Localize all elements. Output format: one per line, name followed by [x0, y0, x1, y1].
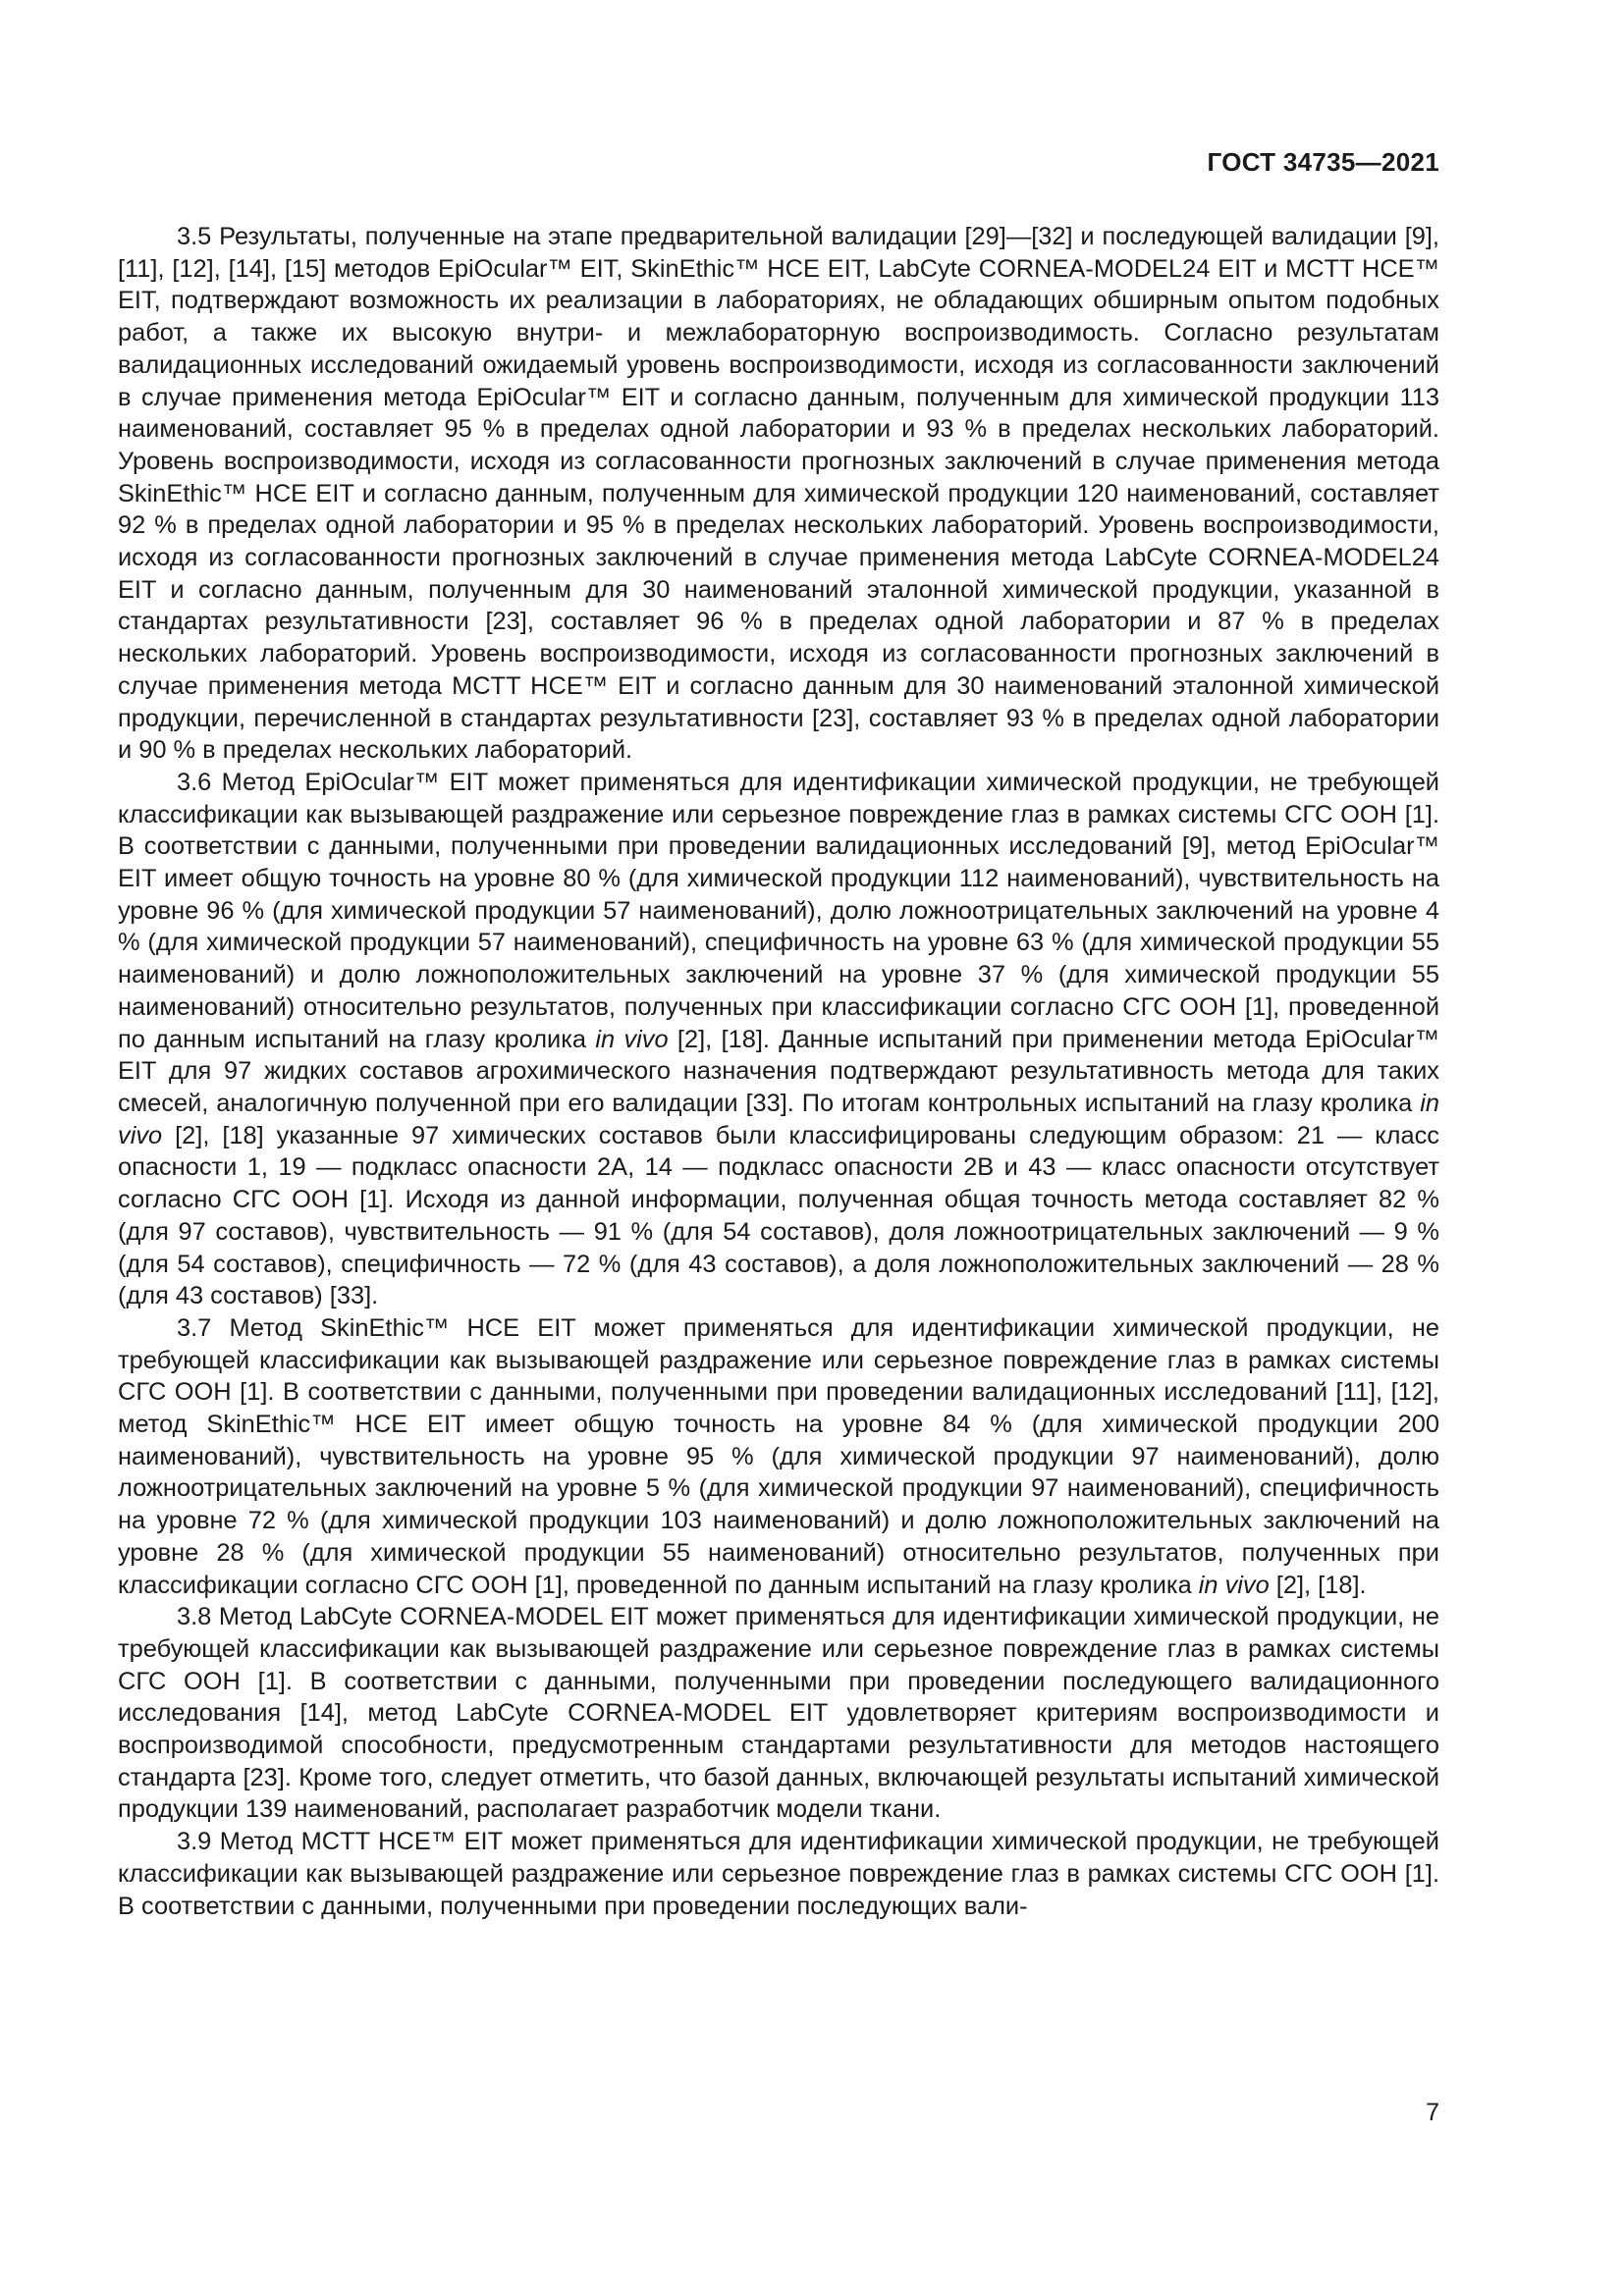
- paragraph-text: 3.9 Метод MCTT HCE™ EIT может применяться для идентификации химической продукции, не требующей классификации как вызывающей раздражение или серьезное повреждение глаз в рамках системы СГС ООН [1]. В соответствии с данными, полученными при проведении последующих вали-: [118, 1828, 1439, 1920]
- italic-term: in vivo: [118, 1089, 1439, 1149]
- page-number: 7: [1426, 2099, 1439, 2126]
- paragraph-text: [2], [18].: [1269, 1571, 1367, 1599]
- italic-term: in vivo: [1198, 1571, 1270, 1599]
- paragraph-text: 3.6 Метод EpiOcular™ EIT может применяться для идентификации химической продукции, не требующей классификации как вызывающей раздражение или серьезное повреждение глаз в рамках системы СГС ООН [1]. В соответствии с данными, полученными при проведении валидационных исследований [9], метод EpiOcular™ EIT имеет общую точность на уровне 80 % (для химической продукции 112 наименований), чувствительность на уровне 96 % (для химической продукции 57 наименований), долю ложноотрицательных заключений на уровне 4 % (для химической продукции 57 наименований), специфичность на уровне 63 % (для химической продукции 55 наименований) и долю ложноположительных заключений на уровне 37 % (для химической продукции 55 наименований) относительно результатов, полученных при классификации согласно СГС ООН [1], проведенной по данным испытаний на глазу кролика: [118, 768, 1439, 1053]
- paragraph-text: 3.5 Результаты, полученные на этапе предварительной валидации [29]—[32] и последующей валидации [9], [11], [12], [14], [15] методов EpiOcular™ EIT, SkinEthic™ HCE EIT, LabCyte CORNEA-MODEL24 EIT и MCTT HCE™ EIT, подтверждают возможность их реализации в лабораториях, не обладающих обширным опытом подобных работ, а также их высокую внутри- и межлабораторную воспроизводимость. Согласно результатам валидационных исследований ожидаемый уровень воспроизводимости, исходя из согласованности заключений в случае применения метода EpiOcular™ EIT и согласно данным, полученным для химической продукции 113 наименований, составляет 95 % в пределах одной лаборатории и 93 % в пределах нескольких лабораторий. Уровень воспроизводимости, исходя из согласованности прогнозных заключений в случае применения метода SkinEthic™ HCE EIT и согласно данным, полученным для химической продукции 120 наименований, составляет 92 % в пределах одной лаборатории и 95 % в пределах нескольких лабораторий. Уровень воспроизводимости, исходя из согласованности прогнозных заключений в случае применения метода LabCyte CORNEA-MODEL24 EIT и согласно данным, полученным для 30 наименований эталонной химической продукции, указанной в стандартах результативности [23], составляет 96 % в пределах одной лаборатории и 87 % в пределах нескольких лабораторий. Уровень воспроизводимости, исходя из согласованности прогнозных заключений в случае применения метода MCTT HCE™ EIT и согласно данным для 30 наименований эталонной химической продукции, перечисленной в стандартах результативности [23], составляет 93 % в пределах одной лаборатории и 90 % в пределах нескольких лабораторий.: [118, 223, 1439, 765]
- paragraph-3-6: [118, 767, 1439, 1312]
- paragraph-text: 3.7 Метод SkinEthic™ HCE EIT может применяться для идентификации химической продукции, не требующей классификации как вызывающей раздражение или серьезное повреждение глаз в рамках системы СГС ООН [1]. В соответствии с данными, полученными при проведении валидационных исследований [11], [12], метод SkinEthic™ HCE EIT имеет общую точность на уровне 84 % (для химической продукции 200 наименований), чувствительность на уровне 95 % (для химической продукции 97 наименований), долю ложноотрицательных заключений на уровне 5 % (для химической продукции 97 наименований), специфичность на уровне 72 % (для химической продукции 103 наименований) и долю ложноположительных заключений на уровне 28 % (для химической продукции 55 наименований) относительно результатов, полученных при классификации согласно СГС ООН [1], проведенной по данным испытаний на глазу кролика: [118, 1313, 1439, 1599]
- paragraph-3-7: [118, 1312, 1439, 1601]
- paragraph-3-8: [118, 1601, 1439, 1826]
- paragraph-text: [2], [18] указанные 97 химических составов были классифицированы следующим образом: 21 — класс опасности 1, 19 — подкласс опасности 2А, 14 — подкласс опасности 2В и 43 — класс опасности отсутствует согласно СГС ООН [1]. Исходя из данной информации, полученная общая точность метода составляет 82 % (для 97 составов), чувствительность — 91 % (для 54 составов), доля ложноотрицательных заключений — 9 % (для 54 составов), специфичность — 72 % (для 43 составов), а доля ложноположительных заключений — 28 % (для 43 составов) [33].: [118, 1121, 1439, 1310]
- paragraph-text: [2], [18]. Данные испытаний при применении метода EpiOcular™ EIT для 97 жидких составов агрохимического назначения подтверждают результативность метода для таких смесей, аналогичную полученной при его валидации [33]. По итогам контрольных испытаний на глазу кролика: [118, 1025, 1439, 1117]
- paragraph-text: 3.8 Метод LabCyte CORNEA-MODEL EIT может применяться для идентификации химической продукции, не требующей классификации как вызывающей раздражение или серьезное повреждение глаз в рамках системы СГС ООН [1]. В соответствии с данными, полученными при проведении последующего валидационного исследования [14], метод LabCyte CORNEA-MODEL EIT удовлетворяет критериям воспроизводимости и воспроизводимой способности, предусмотренным стандартами результативности для методов настоящего стандарта [23]. Кроме того, следует отметить, что базой данных, включающей результаты испытаний химической продукции 139 наименований, располагает разработчик модели ткани.: [118, 1603, 1439, 1824]
- document-body: [118, 221, 1439, 1922]
- paragraph-3-9: [118, 1826, 1439, 1922]
- italic-term: in vivo: [595, 1025, 669, 1053]
- standard-code-header: ГОСТ 34735—2021: [1207, 147, 1439, 177]
- paragraph-3-5: [118, 221, 1439, 767]
